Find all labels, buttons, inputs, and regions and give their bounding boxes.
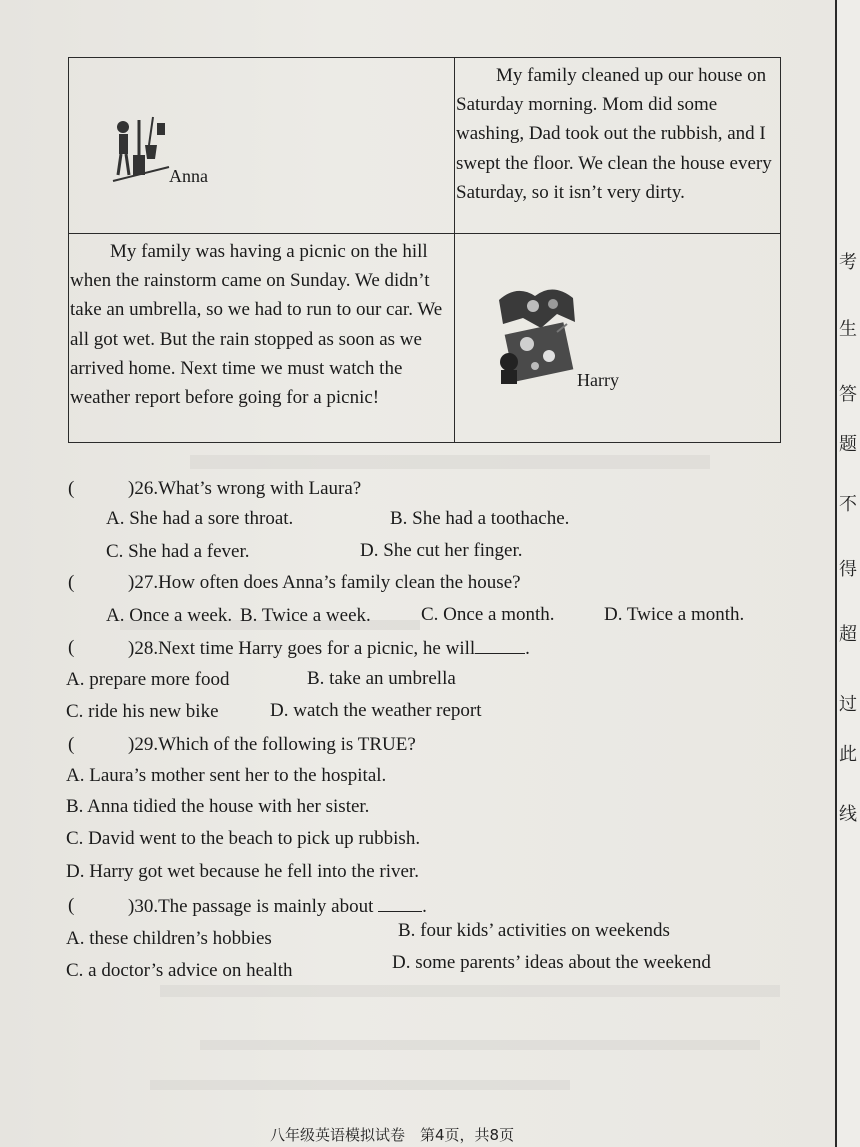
bleed-through-mark [190, 455, 710, 469]
question-27-stem: )27.How often does Anna’s family clean the house? [128, 572, 521, 593]
option-27-a: A. Once a week. [106, 605, 233, 626]
option-29-d: D. Harry got wet because he fell into the river. [66, 861, 419, 882]
picnic-rain-icon [497, 284, 577, 384]
option-26-a: A. She had a sore throat. [106, 508, 294, 529]
side-notice-char: 超 [839, 624, 857, 645]
answer-paren-30[interactable]: ( [68, 895, 75, 916]
option-28-c: C. ride his new bike [66, 701, 219, 722]
question-28-stem [128, 637, 530, 660]
question-26-stem: )26.What’s wrong with Laura? [128, 478, 362, 499]
bleed-through-mark [160, 985, 780, 997]
side-notice-char: 得 [839, 559, 857, 580]
option-26-c: C. She had a fever. [106, 541, 250, 562]
answer-paren-29[interactable]: ( [68, 734, 75, 755]
answer-blank[interactable] [378, 895, 422, 912]
option-28-b: B. take an umbrella [307, 668, 456, 689]
side-notice-char: 线 [839, 804, 857, 825]
anna-name: Anna [169, 166, 208, 186]
harry-passage: My family was having a picnic on the hill when the rainstorm came on Sunday. We didn’t take an umbrella, so we had to run to our car. We all got wet. But the rain stopped as soon as we arrived home. Next time we must watch the weather report before going for a picnic! [70, 241, 443, 409]
question-28-end: . [525, 638, 530, 659]
option-27-b: B. Twice a week. [240, 605, 371, 626]
page-footer: 八年级英语模拟试卷 第4页，共8页 [270, 1126, 515, 1144]
answer-paren-26[interactable]: ( [68, 478, 75, 499]
side-notice-char: 生 [839, 319, 857, 340]
side-notice-char: 答 [839, 384, 857, 405]
option-27-d: D. Twice a month. [604, 604, 745, 625]
question-30-end: . [422, 896, 427, 917]
side-notice-char: 此 [839, 744, 857, 765]
question-29-stem: )29.Which of the following is TRUE? [128, 734, 416, 755]
option-26-b: B. She had a toothache. [390, 508, 570, 529]
anna-passage: My family cleaned up our house on Saturday morning. Mom did some washing, Dad took out the rubbish, and I swept the floor. We clean the house every Saturday, so it isn’t very dirty. [456, 65, 772, 203]
harry-picture-cell [455, 234, 781, 443]
side-notice-char: 考 [839, 252, 857, 273]
harry-passage-cell [69, 234, 455, 443]
bleed-through-mark [150, 1080, 570, 1090]
side-notice-char: 过 [839, 694, 857, 715]
option-30-b: B. four kids’ activities on weekends [398, 920, 670, 941]
answer-paren-27[interactable]: ( [68, 572, 75, 593]
question-30-stem [128, 895, 427, 918]
side-notice-char: 不 [839, 494, 857, 515]
answer-paren-28[interactable]: ( [68, 637, 75, 658]
option-29-c: C. David went to the beach to pick up rubbish. [66, 828, 421, 849]
option-28-d: D. watch the weather report [270, 700, 482, 721]
option-30-d: D. some parents’ ideas about the weekend [392, 952, 711, 973]
cleaning-tools-icon [109, 115, 173, 183]
option-29-a: A. Laura’s mother sent her to the hospital. [66, 765, 387, 786]
option-26-d: D. She cut her finger. [360, 540, 523, 561]
question-28-text: )28.Next time Harry goes for a picnic, he will [128, 638, 476, 659]
option-27-c: C. Once a month. [421, 604, 555, 625]
bleed-through-mark [200, 1040, 760, 1050]
anna-passage-cell [455, 58, 781, 234]
option-28-a: A. prepare more food [66, 669, 230, 690]
anna-picture-cell [69, 58, 455, 234]
option-29-b: B. Anna tidied the house with her sister. [66, 796, 370, 817]
option-30-c: C. a doctor’s advice on health [66, 960, 293, 981]
reading-table [68, 57, 781, 443]
harry-name: Harry [577, 370, 619, 390]
side-notice-char: 题 [839, 434, 857, 455]
answer-blank[interactable] [475, 637, 525, 654]
question-30-text: )30.The passage is mainly about [128, 896, 374, 917]
option-30-a: A. these children’s hobbies [66, 928, 272, 949]
